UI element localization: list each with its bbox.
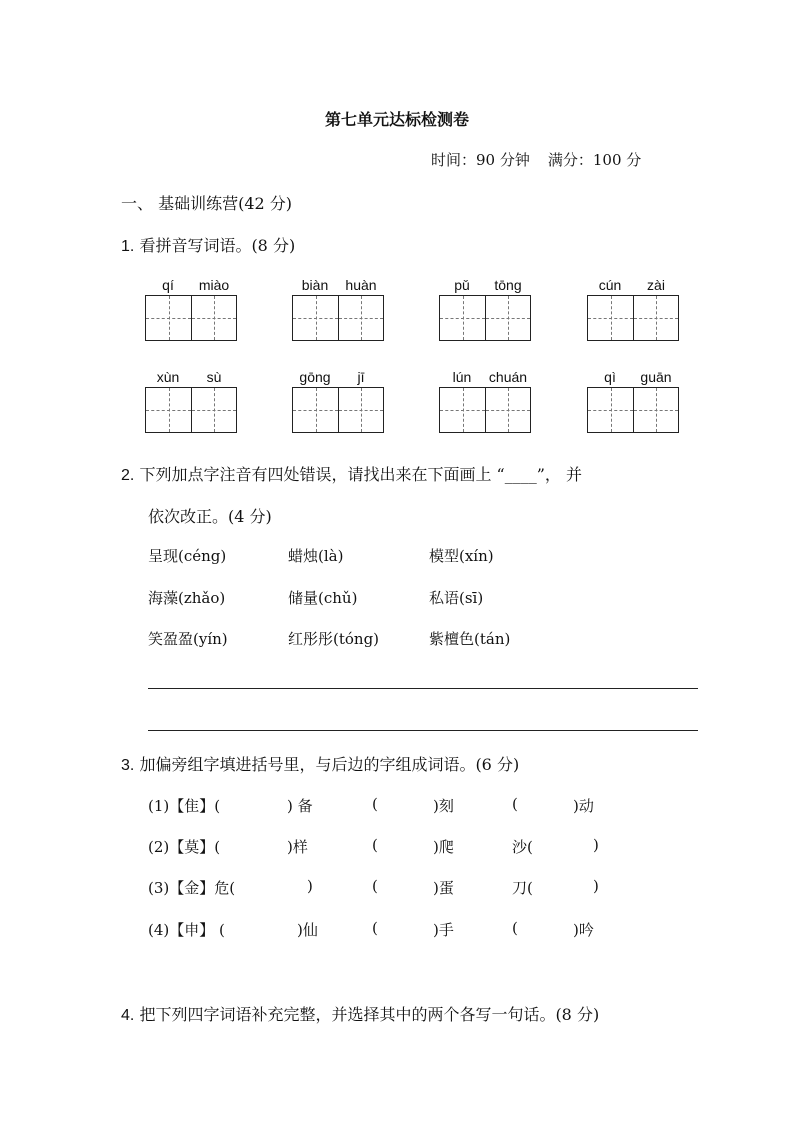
full-score: 满分：100 分 — [547, 151, 642, 169]
pinyin-label: chuán — [488, 369, 528, 385]
character-cell[interactable] — [588, 296, 633, 340]
pinyin-item: 紫檀色(tán) — [429, 630, 511, 648]
pinyin-label: tōng — [494, 277, 522, 293]
fill-part: ( — [372, 795, 378, 813]
exam-meta — [431, 149, 641, 170]
section-1-heading: 一、 基础训练营(42 分) — [121, 194, 293, 213]
pinyin-label: cún — [598, 277, 622, 293]
pinyin-writing-grid[interactable] — [145, 369, 240, 433]
pinyin-writing-grid[interactable] — [292, 277, 387, 341]
fill-part: ( — [512, 795, 518, 813]
character-cell[interactable] — [485, 296, 530, 340]
pinyin-writing-grid[interactable] — [587, 277, 682, 341]
fill-part: ( — [372, 877, 378, 895]
fill-part: )仙 — [297, 921, 318, 939]
fill-part: )手 — [433, 921, 454, 939]
fill-part: )刻 — [433, 797, 454, 815]
character-cell[interactable] — [440, 296, 485, 340]
question-text: 把下列四字词语补充完整，并选择其中的两个各写一句话。(8 分) — [139, 1005, 600, 1024]
pinyin-item: 储量(chǔ) — [288, 589, 358, 607]
character-cell[interactable] — [191, 388, 236, 432]
fill-part: (4)【申】 ( — [148, 921, 225, 939]
character-boxes[interactable] — [439, 295, 531, 341]
pinyin-writing-grid[interactable] — [439, 369, 534, 433]
answer-line[interactable] — [148, 730, 698, 731]
pinyin-writing-grid[interactable] — [587, 369, 682, 433]
fill-part: ( — [372, 919, 378, 937]
character-boxes[interactable] — [292, 295, 384, 341]
fill-part: )动 — [573, 797, 594, 815]
question-number: 4. — [121, 1007, 135, 1024]
pinyin-label: jī — [357, 369, 365, 385]
question-3 — [121, 752, 519, 775]
question-number: 3. — [121, 757, 135, 774]
question-4 — [121, 1002, 599, 1025]
question-text: 看拼音写词语。(8 分) — [139, 236, 296, 255]
pinyin-label: gōng — [299, 369, 331, 385]
fill-part: 沙( — [512, 838, 533, 856]
character-cell[interactable] — [338, 388, 383, 432]
pinyin-item: 模型(xín) — [429, 547, 494, 565]
question-1 — [121, 233, 295, 256]
pinyin-writing-grid[interactable] — [292, 369, 387, 433]
character-boxes[interactable] — [587, 387, 679, 433]
pinyin-item: 海藻(zhǎo) — [148, 589, 226, 607]
pinyin-label: huàn — [345, 277, 377, 293]
question-text: 下列加点字注音有四处错误，请找出来在下面画上 “____”， 并 — [139, 465, 582, 484]
pinyin-label: sù — [206, 369, 222, 385]
pinyin-label: pǔ — [454, 277, 470, 293]
fill-part: )样 — [287, 838, 308, 856]
fill-part: ) — [307, 877, 313, 895]
fill-part: )爬 — [433, 838, 454, 856]
character-cell[interactable] — [293, 296, 338, 340]
question-2-line-2: 依次改正。(4 分) — [148, 507, 272, 526]
fill-part: ) — [593, 836, 599, 854]
pinyin-item: 蜡烛(là) — [288, 547, 344, 565]
character-cell[interactable] — [338, 296, 383, 340]
character-boxes[interactable] — [145, 295, 237, 341]
character-boxes[interactable] — [145, 387, 237, 433]
pinyin-label: qí — [162, 277, 174, 293]
pinyin-item: 红彤彤(tóng) — [288, 630, 380, 648]
fill-part: (3)【金】危( — [148, 879, 236, 897]
character-cell[interactable] — [191, 296, 236, 340]
fill-part: (2)【莫】( — [148, 838, 221, 856]
answer-line[interactable] — [148, 688, 698, 689]
character-cell[interactable] — [588, 388, 633, 432]
time-limit: 时间：90 分钟 — [431, 151, 530, 169]
question-number: 1. — [121, 238, 135, 255]
character-cell[interactable] — [146, 388, 191, 432]
character-cell[interactable] — [485, 388, 530, 432]
pinyin-label: biàn — [301, 277, 329, 293]
fill-part: )蛋 — [433, 879, 454, 897]
character-boxes[interactable] — [587, 295, 679, 341]
fill-part: 刀( — [512, 879, 533, 897]
fill-part: ) 备 — [287, 797, 313, 815]
question-2 — [121, 462, 582, 485]
character-cell[interactable] — [633, 388, 678, 432]
pinyin-item: 笑盈盈(yín) — [148, 630, 228, 648]
pinyin-label: xùn — [156, 369, 180, 385]
fill-part: )吟 — [573, 921, 594, 939]
fill-part: (1)【隹】( — [148, 797, 221, 815]
fill-part: ) — [593, 877, 599, 895]
pinyin-writing-grid[interactable] — [439, 277, 534, 341]
pinyin-writing-grid[interactable] — [145, 277, 240, 341]
character-cell[interactable] — [293, 388, 338, 432]
pinyin-label: guān — [640, 369, 672, 385]
pinyin-item: 私语(sī) — [429, 589, 484, 607]
character-boxes[interactable] — [439, 387, 531, 433]
character-cell[interactable] — [633, 296, 678, 340]
question-number: 2. — [121, 467, 135, 484]
pinyin-label: lún — [452, 369, 472, 385]
pinyin-label: miào — [198, 277, 230, 293]
question-text: 加偏旁组字填进括号里，与后边的字组成词语。(6 分) — [139, 755, 520, 774]
fill-part: ( — [512, 919, 518, 937]
pinyin-item: 呈现(céng) — [148, 547, 227, 565]
fill-part: ( — [372, 836, 378, 854]
page-title: 第七单元达标检测卷 — [324, 110, 469, 129]
character-cell[interactable] — [440, 388, 485, 432]
pinyin-label: qì — [604, 369, 616, 385]
character-boxes[interactable] — [292, 387, 384, 433]
pinyin-label: zài — [647, 277, 665, 293]
character-cell[interactable] — [146, 296, 191, 340]
